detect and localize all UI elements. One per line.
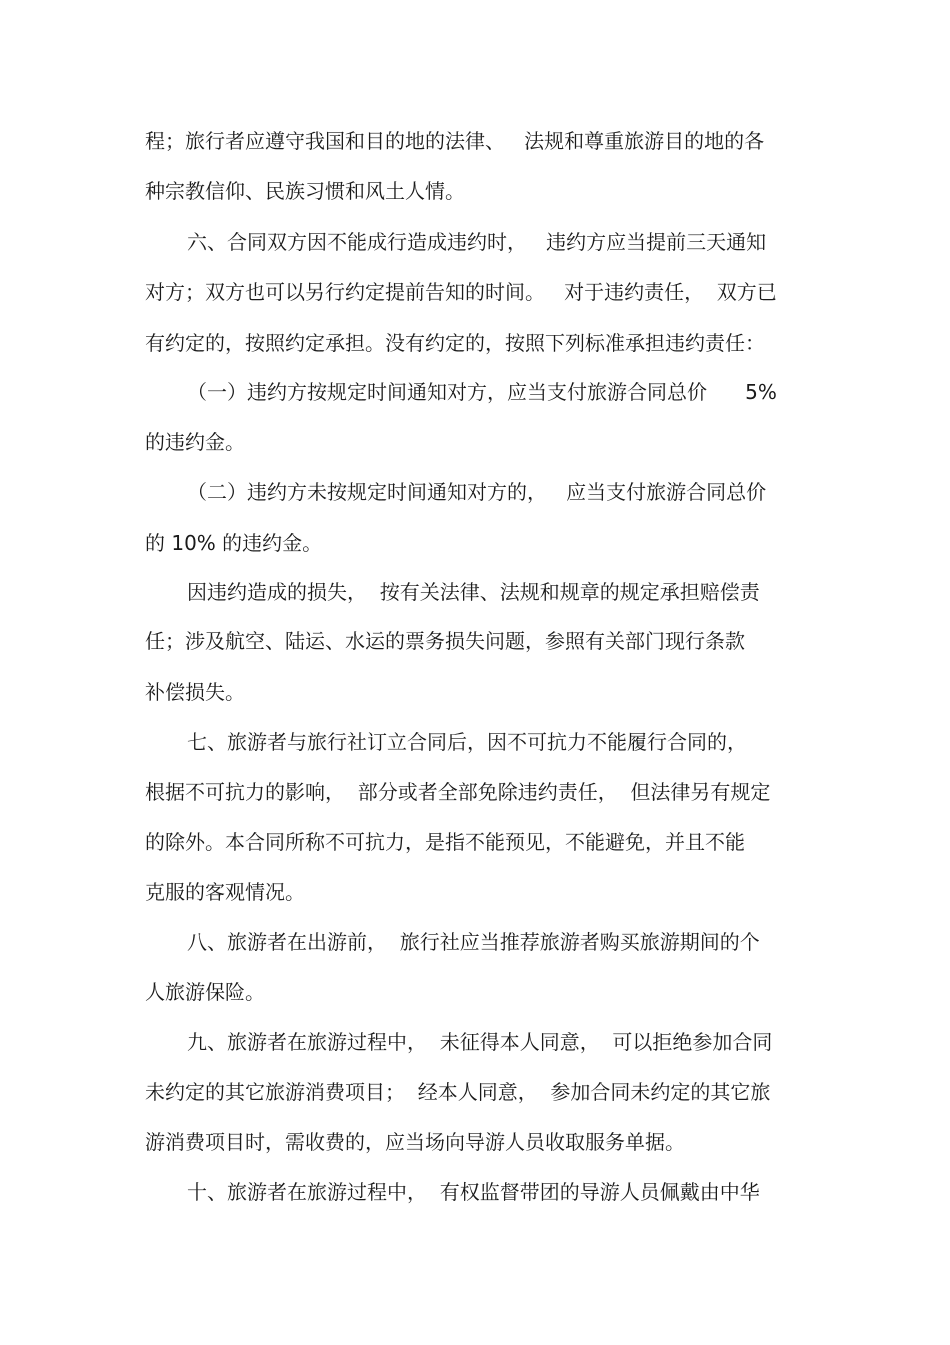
- text-line: 有约定的，按照约定承担。没有约定的，按照下列标准承担违约责任：: [145, 331, 765, 355]
- text-line: 游消费项目时，需收费的，应当场向导游人员收取服务单据。: [145, 1130, 685, 1154]
- text-line: 人旅游保险。: [145, 980, 265, 1004]
- text-line: 十、旅游者在旅游过程中， 有权监督带团的导游人员佩戴由中华: [187, 1180, 760, 1204]
- text-line: 八、旅游者在出游前， 旅行社应当推荐旅游者购买旅游期间的个: [187, 930, 760, 954]
- text-line: 的 10% 的违约金。: [145, 531, 323, 555]
- text-line: 种宗教信仰、民族习惯和风土人情。: [145, 179, 465, 203]
- text-line: 未约定的其它旅游消费项目； 经本人同意， 参加合同未约定的其它旅: [145, 1080, 771, 1104]
- text-line: （一）违约方按规定时间通知对方，应当支付旅游合同总价 5%: [187, 380, 777, 404]
- text-line: 程；旅行者应遵守我国和目的地的法律、 法规和尊重旅游目的地的各: [145, 129, 765, 153]
- text-line: 对方；双方也可以另行约定提前告知的时间。 对于违约责任， 双方已: [145, 280, 777, 304]
- text-line: 六、合同双方因不能成行造成违约时， 违约方应当提前三天通知: [187, 230, 767, 254]
- text-line: 克服的客观情况。: [145, 880, 305, 904]
- text-line: 的违约金。: [145, 430, 245, 454]
- text-line: 九、旅游者在旅游过程中， 未征得本人同意， 可以拒绝参加合同: [187, 1030, 773, 1054]
- text-line: （二）违约方未按规定时间通知对方的， 应当支付旅游合同总价: [187, 480, 767, 504]
- text-line: 因违约造成的损失， 按有关法律、法规和规章的规定承担赔偿责: [187, 580, 760, 604]
- text-line: 补偿损失。: [145, 680, 245, 704]
- text-line: 根据不可抗力的影响， 部分或者全部免除违约责任， 但法律另有规定: [145, 780, 771, 804]
- text-line: 任；涉及航空、陆运、水运的票务损失问题，参照有关部门现行条款: [145, 629, 745, 653]
- text-line: 的除外。本合同所称不可抗力，是指不能预见，不能避免，并且不能: [145, 830, 745, 854]
- text-line: 七、旅游者与旅行社订立合同后，因不可抗力不能履行合同的，: [187, 730, 747, 754]
